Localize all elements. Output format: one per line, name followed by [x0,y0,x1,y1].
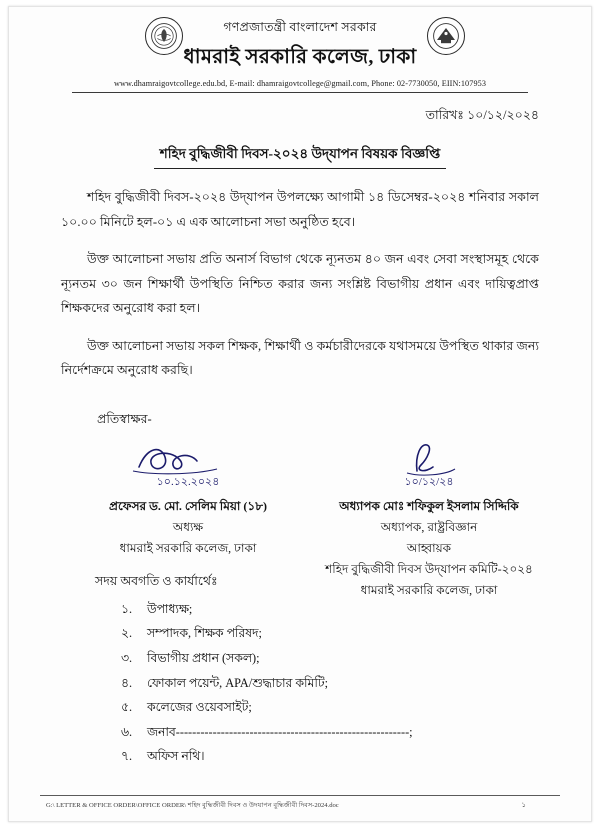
cc-item-text: জনাব---------------------------------------------------------; [147,724,413,739]
body-paragraph-2: উক্ত আলোচনা সভায় প্রতি অনার্স বিভাগ থেকে ন্যূনতম ৪০ জন এবং সেবা সংস্থাসমূহ থেকে ন্যূনতম ৩০ জন শিক্ষার্থী উপস্থিতি নিশ্চিত করার জন্য সংশ্লিষ্ট বিভাগীয় প্রধান এবং দায়িত্বপ্রাপ্ত শিক্ষকদের অনুরোধ করা হল। [61,252,539,316]
cc-heading: সদয় অবগতি ও কার্যার্থেঃ [95,573,218,588]
cc-item-number: ৪. [121,675,133,690]
cc-item [121,720,591,745]
cc-list [121,597,591,769]
college-monogram-icon [427,17,465,55]
date-line: তারিখঃ ১০/১২/২০২৪ [425,108,539,122]
footer-page-number: ১ [521,801,526,809]
cc-item-number: ৫. [121,700,133,715]
cc-item-number: ৩. [121,651,133,666]
header-divider [72,92,528,93]
signature-committee-convener: শহিদ বুদ্ধিজীবী দিবস উদ্‌যাপন কমিটি-২০২৪ [325,562,533,577]
letter-body [61,185,539,383]
page-footer [9,795,591,811]
body-paragraph-1: শহিদ বুদ্ধিজীবী দিবস-২০২৪ উদ্‌যাপন উপলক্ষ্যে আগামী ১৪ ডিসেম্বর-২০২৪ শনিবার সকাল ১০.০০ মিনিটে হল-০১ এ এক আলোচনা সভা অনুষ্ঠিত হবে। [61,190,539,229]
document-sheet [8,6,592,822]
countersign-label: প্রতিস্বাক্ষর- [97,411,152,426]
footer-file-path: G:\ LETTER & OFFICE ORDER\OFFICE ORDER\ শহিদ বুদ্ধিজীবী দিবস ও উদযাপন বুদ্ধিজীবী দিবস-2024.doc [46,802,339,809]
cc-item-text: অফিস নথি। [147,749,205,764]
signature-role-convener: আহ্বায়ক [406,541,452,556]
signature-designation-principal: অধ্যক্ষ [172,520,204,535]
cc-item-text: সম্পাদক, শিক্ষক পরিষদ; [147,626,262,641]
signature-date-principal: ১০.১২.২০২৪ [156,475,220,488]
cc-item-text: উপাধ্যক্ষ; [147,601,193,616]
cc-item-number: ৭. [121,749,133,764]
cc-item-number: ৬. [121,724,133,739]
signature-institution-principal: ধামরাই সরকারি কলেজ, ঢাকা [119,541,257,556]
signature-name-convener: অধ্যাপক মোঃ শফিকুল ইসলাম সিদ্দিকি [339,499,519,514]
signature-institution-convener: ধামরাই সরকারি কলেজ, ঢাকা [360,583,498,598]
letterhead [9,7,591,93]
signature-convener [309,435,549,601]
signature-designation-convener: অধ্যাপক, রাষ্ট্রবিজ্ঞান [380,520,478,535]
cc-item-text: ফোকাল পয়েন্ট, APA/শুদ্ধাচার কমিটি; [147,675,328,690]
signature-principal [73,435,303,559]
footer-divider [40,795,560,796]
cc-item [121,621,591,646]
cc-item-text: কলেজের ওয়েবসাইট; [147,700,252,715]
cc-item [121,597,591,622]
bangladesh-government-seal-icon [145,17,183,55]
cc-item [121,695,591,720]
cc-item [121,646,591,671]
cc-item [121,671,591,696]
cc-item [121,744,591,769]
body-paragraph-3: উক্ত আলোচনা সভায় সকল শিক্ষক, শিক্ষার্থী ও কর্মচারীদেরকে যথাসময়ে উপস্থিত থাকার জন্য নির্দেশক্রমে অনুরোধ করছি। [61,338,539,378]
cc-item-number: ১. [121,601,133,616]
signature-date-convener: ১০/১২/২৪ [404,475,454,488]
cc-item-number: ২. [121,626,133,641]
subject-title: শহিদ বুদ্ধিজীবী দিবস-২০২৪ উদ্‌যাপন বিষয়ক বিজ্ঞপ্তি [154,143,446,169]
subject-row [9,143,591,169]
government-title: গণপ্রজাতন্ত্রী বাংলাদেশ সরকার [223,20,377,34]
contact-line: www.dhamraigovtcollege.edu.bd, E-mail: dhamraigovtcollege@gmail.com, Phone: 02-7730050, EIIN:107953 [113,79,487,88]
college-title: ধামরাই সরকারি কলেজ, ঢাকা [183,46,417,68]
cc-item-text: বিভাগীয় প্রধান (সকল); [147,651,260,666]
signature-name-principal: প্রফেসর ড. মো. সেলিম মিয়া (১৮) [109,499,267,514]
footer-content [40,799,560,811]
